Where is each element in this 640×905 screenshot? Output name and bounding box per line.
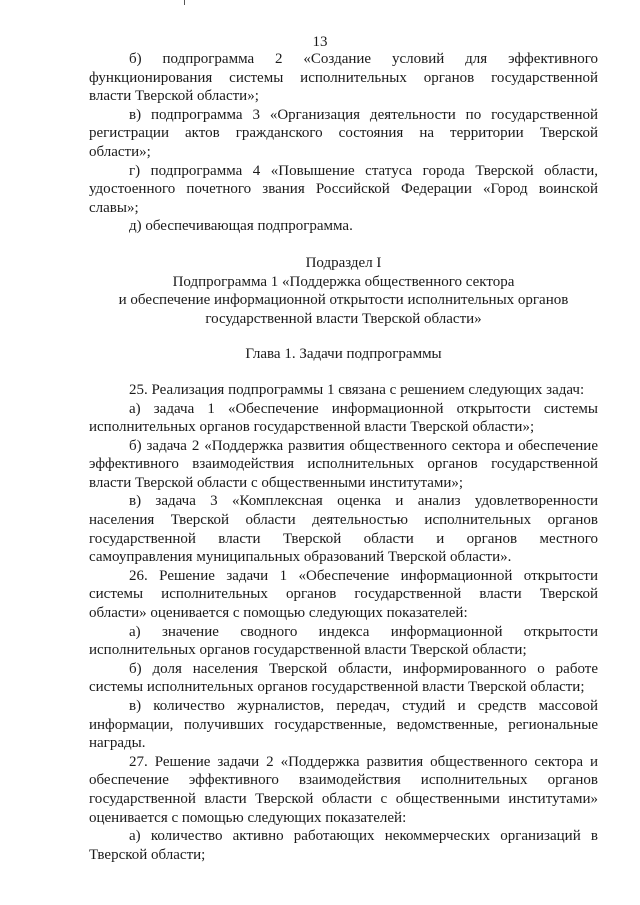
paragraph-line: 26. Решение задачи 1 «Обеспечение информационной открытости bbox=[129, 567, 598, 584]
paragraph-line: государственной власти Тверской области с общественными институтами» bbox=[89, 790, 598, 807]
paragraph bbox=[89, 106, 598, 162]
paragraph-line: награды. bbox=[89, 735, 146, 752]
paragraph bbox=[89, 753, 598, 827]
paragraph-line: б) подпрограмма 2 «Создание условий для эффективного bbox=[129, 51, 598, 67]
paragraph-line: системы исполнительных органов государственной власти Тверской bbox=[89, 586, 598, 603]
paragraph-line: власти Тверской области»; bbox=[89, 88, 259, 105]
paragraph bbox=[89, 697, 598, 753]
paragraph-line: в) подпрограмма 3 «Организация деятельности по государственной bbox=[129, 106, 598, 123]
paragraph-line: славы»; bbox=[89, 199, 139, 216]
paragraph-line: в) задача 3 «Комплексная оценка и анализ удовлетворенности bbox=[129, 493, 598, 510]
paragraph-line: в) количество журналистов, передач, студий и средств массовой bbox=[129, 698, 598, 714]
paragraph-line: 27. Решение задачи 2 «Поддержка развития общественного сектора и bbox=[129, 753, 598, 770]
paragraph bbox=[89, 567, 598, 623]
paragraph-line: области»; bbox=[89, 143, 151, 160]
paragraph bbox=[89, 492, 598, 566]
paragraph bbox=[89, 437, 598, 493]
paragraph-line: системы исполнительных органов государственной власти Тверской области; bbox=[89, 679, 585, 696]
paragraph-line: обеспечение эффективного взаимодействия исполнительных органов bbox=[89, 772, 598, 789]
paragraph bbox=[89, 623, 598, 660]
paragraph bbox=[89, 400, 598, 437]
chapter-title: Глава 1. Задачи подпрограммы bbox=[245, 346, 442, 363]
paragraph-line: удостоенного почетного звания Российской Федерации «Город воинской bbox=[89, 181, 598, 198]
subsection-heading bbox=[89, 254, 598, 328]
paragraph-line: эффективного взаимодействия исполнительных органов государственной bbox=[89, 456, 598, 473]
paragraph bbox=[89, 381, 598, 400]
paragraph-line: б) задача 2 «Поддержка развития общественного сектора и обеспечение bbox=[129, 437, 598, 454]
subsection-title-line: государственной власти Тверской области» bbox=[205, 310, 482, 327]
paragraph-line: Тверской области; bbox=[89, 846, 206, 863]
paragraph-line: а) задача 1 «Обеспечение информационной открытости системы bbox=[129, 400, 598, 417]
paragraph bbox=[89, 217, 598, 236]
body-text bbox=[89, 381, 598, 864]
paragraph-line: оценивается с помощью следующих показателей: bbox=[89, 809, 407, 826]
paragraph-line: г) подпрограмма 4 «Повышение статуса города Тверской области, bbox=[129, 162, 598, 179]
scan-mark bbox=[184, 0, 185, 5]
paragraph bbox=[89, 50, 598, 106]
paragraph-line: а) количество активно работающих некоммерческих организаций в bbox=[129, 828, 598, 845]
paragraph bbox=[89, 162, 598, 218]
subsection-label: Подраздел I bbox=[305, 254, 382, 271]
paragraph-line: государственной власти Тверской области и органов местного bbox=[89, 530, 598, 547]
paragraph-line: 25. Реализация подпрограммы 1 связана с решением следующих задач: bbox=[129, 381, 585, 398]
intro-list bbox=[89, 50, 598, 236]
paragraph-line: информации, получивших государственные, ведомственные, региональные bbox=[89, 716, 598, 733]
paragraph-line: исполнительных органов государственной власти Тверской области»; bbox=[89, 419, 535, 436]
paragraph-line: а) значение сводного индекса информационной открытости bbox=[129, 623, 598, 640]
paragraph-line: населения Тверской области деятельностью исполнительных органов bbox=[89, 512, 598, 529]
document-page bbox=[89, 50, 598, 864]
paragraph-line: исполнительных органов государственной власти Тверской области; bbox=[89, 642, 527, 659]
paragraph-line: функционирования системы исполнительных органов государственной bbox=[89, 69, 598, 86]
paragraph-line: самоуправления муниципальных образований Тверской области». bbox=[89, 549, 512, 566]
page-number: 13 bbox=[312, 34, 328, 50]
paragraph-line: регистрации актов гражданского состояния на территории Тверской bbox=[89, 125, 598, 142]
paragraph-line: д) обеспечивающая подпрограмма. bbox=[129, 218, 353, 235]
paragraph-line: области» оценивается с помощью следующих показателей: bbox=[89, 605, 468, 622]
subsection-title-line: и обеспечение информационной открытости исполнительных органов bbox=[118, 292, 569, 309]
paragraph-line: власти Тверской области с общественными институтами»; bbox=[89, 474, 464, 491]
paragraph-line: б) доля населения Тверской области, информированного о работе bbox=[129, 660, 598, 677]
subsection-title-line: Подпрограмма 1 «Поддержка общественного сектора bbox=[172, 273, 515, 290]
paragraph bbox=[89, 660, 598, 697]
paragraph bbox=[89, 827, 598, 864]
